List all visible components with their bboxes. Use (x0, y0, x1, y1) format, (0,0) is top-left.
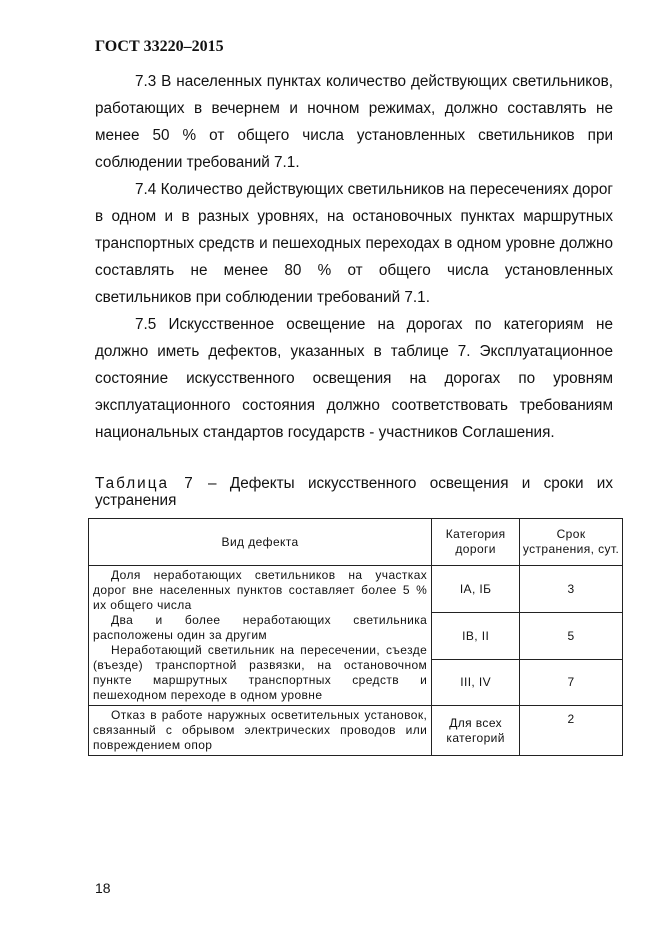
category-cell: Для всех категорий (432, 706, 520, 756)
category-cell: IВ, II (432, 613, 520, 660)
defect-text: Неработающий светильник на пересечении, съезде (въезде) транспортной развязки, на остановочном пункте маршрутных транспортных средств и пешеходном переходе в одном уровне (93, 643, 428, 702)
caption-label: Таблица 7 (95, 475, 195, 492)
category-cell: IА, IБ (432, 566, 520, 613)
table-row (89, 566, 623, 613)
table-row (89, 706, 623, 756)
defect-group-cell (89, 566, 432, 706)
standard-header: ГОСТ 33220–2015 (95, 38, 224, 55)
paragraph-7-3: 7.3 В населенных пунктах количество действующих светильников, работающих в вечернем и ночном режимах, должно составлять не менее 50 % от общего числа установленных светильников при соблюдении требований 7.1. (95, 73, 613, 171)
page-number: 18 (95, 880, 111, 896)
caption-text: – Дефекты искусственного освещения и сроки их устранения (95, 475, 613, 509)
header-days: Срок устранения, сут. (520, 519, 623, 566)
defect-text: Доля неработающих светильников на участках дорог вне населенных пунктов составляет более 5 % их общего числа (93, 568, 428, 612)
days-cell: 2 (520, 706, 623, 756)
table-caption (95, 475, 613, 509)
defect-text: Отказ в работе наружных осветительных установок, связанный с обрывом электрических проводов или повреждением опор (93, 708, 428, 752)
header-defect: Вид дефекта (89, 519, 432, 566)
days-cell: 3 (520, 566, 623, 613)
paragraph-7-4: 7.4 Количество действующих светильников на пересечениях дорог в одном и в разных уровнях, на остановочных пунктах маршрутных транспортных средств и пешеходных переходах в одном уровне должно составлять не менее 80 % от общего числа установленных светильников при соблюдении требований 7.1. (95, 181, 613, 306)
days-cell: 5 (520, 613, 623, 660)
table-header-row (89, 519, 623, 566)
days-cell: 7 (520, 660, 623, 706)
defect-text: Два и более неработающих светильника расположены один за другим (93, 613, 428, 642)
header-category: Категория дороги (432, 519, 520, 566)
defects-table (88, 518, 623, 756)
defect-cell (89, 706, 432, 756)
category-cell: III, IV (432, 660, 520, 706)
body-text (95, 68, 613, 446)
paragraph-7-5: 7.5 Искусственное освещение на дорогах по категориям не должно иметь дефектов, указанных в таблице 7. Эксплуатационное состояние искусственного освещения на дорогах по уровням эксплуатационного состояния должно соответствовать требованиям национальных стандартов государств - участников Соглашения. (95, 316, 613, 441)
